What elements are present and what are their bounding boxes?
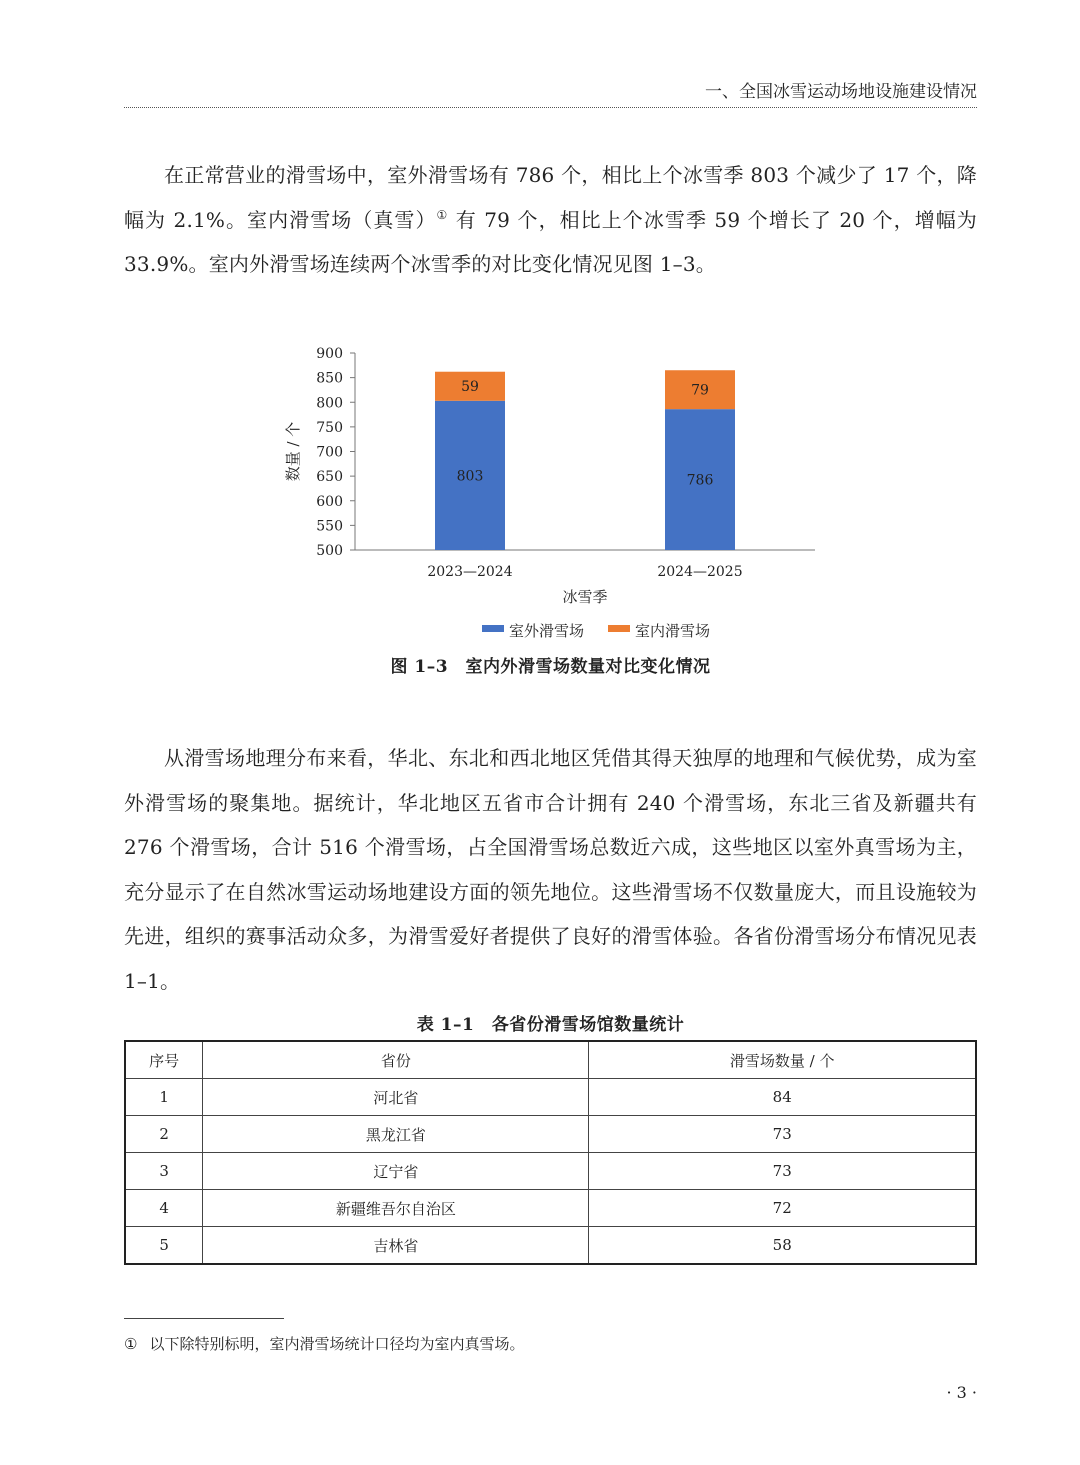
y-tick-label: 650	[316, 469, 343, 486]
footnote-reference[interactable]: ①	[436, 207, 449, 222]
table-row	[125, 1079, 976, 1116]
footnote-rule	[124, 1318, 284, 1319]
x-tick-label: 2024—2025	[657, 564, 743, 580]
y-tick-label: 500	[316, 543, 343, 559]
y-tick-label: 800	[316, 395, 343, 412]
cell-index: 5	[125, 1227, 203, 1265]
y-tick-label: 550	[316, 518, 343, 535]
y-tick-label: 750	[316, 419, 343, 436]
table-header-row	[125, 1041, 976, 1079]
header-cell-index: 序号	[125, 1041, 203, 1079]
cell-count: 72	[589, 1190, 976, 1227]
table-row	[125, 1153, 976, 1190]
y-tick-label: 700	[316, 444, 343, 461]
page-number: · 3 ·	[946, 1383, 977, 1402]
cell-index: 1	[125, 1079, 203, 1116]
cell-count: 73	[589, 1153, 976, 1190]
figure-caption: 图 1–3 室内外滑雪场数量对比变化情况	[390, 657, 711, 677]
x-tick-label: 2023—2024	[427, 564, 513, 580]
paragraph-1-text-b: 有 79 个，相比上个冰雪季 59 个增长了 20 个，增幅为 33.9%。室内外滑雪场连续两个冰雪季的对比变化情况见图 1–3。	[124, 207, 978, 276]
cell-province: 黑龙江省	[203, 1116, 589, 1153]
footnote	[124, 1333, 977, 1355]
running-header: 一、全国冰雪运动场地设施建设情况	[705, 82, 977, 102]
table-row	[125, 1116, 976, 1153]
cell-index: 4	[125, 1190, 203, 1227]
paragraph-1-text-a: 在正常营业的滑雪场中，室外滑雪场有 786 个，相比上个冰雪季 803 个减少了 17 个，降幅为 2.1%。室内滑雪场（真雪）	[124, 163, 977, 232]
cell-province: 河北省	[203, 1079, 589, 1116]
x-axis-title: 冰雪季	[562, 588, 608, 606]
cell-count: 84	[589, 1079, 976, 1116]
cell-count: 73	[589, 1116, 976, 1153]
table-row	[125, 1190, 976, 1227]
table-caption: 表 1–1 各省份滑雪场馆数量统计	[416, 1015, 685, 1035]
stacked-bar-chart	[260, 330, 840, 650]
footnote-text: 以下除特别标明，室内滑雪场统计口径均为室内真雪场。	[149, 1335, 525, 1353]
legend-label: 室内滑雪场	[635, 622, 711, 640]
y-tick-label: 600	[316, 493, 343, 510]
data-label: 79	[691, 382, 709, 399]
data-label: 59	[461, 379, 479, 396]
header-cell-count: 滑雪场数量 / 个	[589, 1041, 976, 1079]
paragraph-1	[124, 153, 977, 287]
cell-count: 58	[589, 1227, 976, 1265]
y-tick-label: 850	[316, 370, 343, 387]
y-tick-label: 900	[316, 346, 343, 362]
header-rule	[124, 107, 977, 108]
table-row	[125, 1227, 976, 1265]
cell-index: 2	[125, 1116, 203, 1153]
cell-province: 辽宁省	[203, 1153, 589, 1190]
header-cell-province: 省份	[203, 1041, 589, 1079]
legend-swatch	[482, 625, 504, 632]
cell-province: 新疆维吾尔自治区	[203, 1190, 589, 1227]
y-axis-title: 数量 / 个	[284, 421, 302, 482]
data-label: 786	[686, 472, 714, 489]
cell-province: 吉林省	[203, 1227, 589, 1265]
ski-resort-table	[124, 1040, 977, 1265]
legend-swatch	[608, 625, 630, 632]
legend-label: 室外滑雪场	[509, 622, 585, 640]
data-label: 803	[456, 468, 484, 485]
paragraph-2: 从滑雪场地理分布来看，华北、东北和西北地区凭借其得天独厚的地理和气候优势，成为室外滑雪场的聚集地。据统计，华北地区五省市合计拥有 240 个滑雪场，东北三省及新疆共有 276 个滑雪场，合计 516 个滑雪场，占全国滑雪场总数近六成，这些地区以室外真雪场为主，充分显示了在自然冰雪运动场地建设方面的领先地位。这些滑雪场不仅数量庞大，而且设施较为先进，组织的赛事活动众多，为滑雪爱好者提供了良好的滑雪体验。各省份滑雪场分布情况见表 1–1。	[124, 746, 977, 993]
cell-index: 3	[125, 1153, 203, 1190]
footnote-mark: ①	[124, 1335, 138, 1353]
